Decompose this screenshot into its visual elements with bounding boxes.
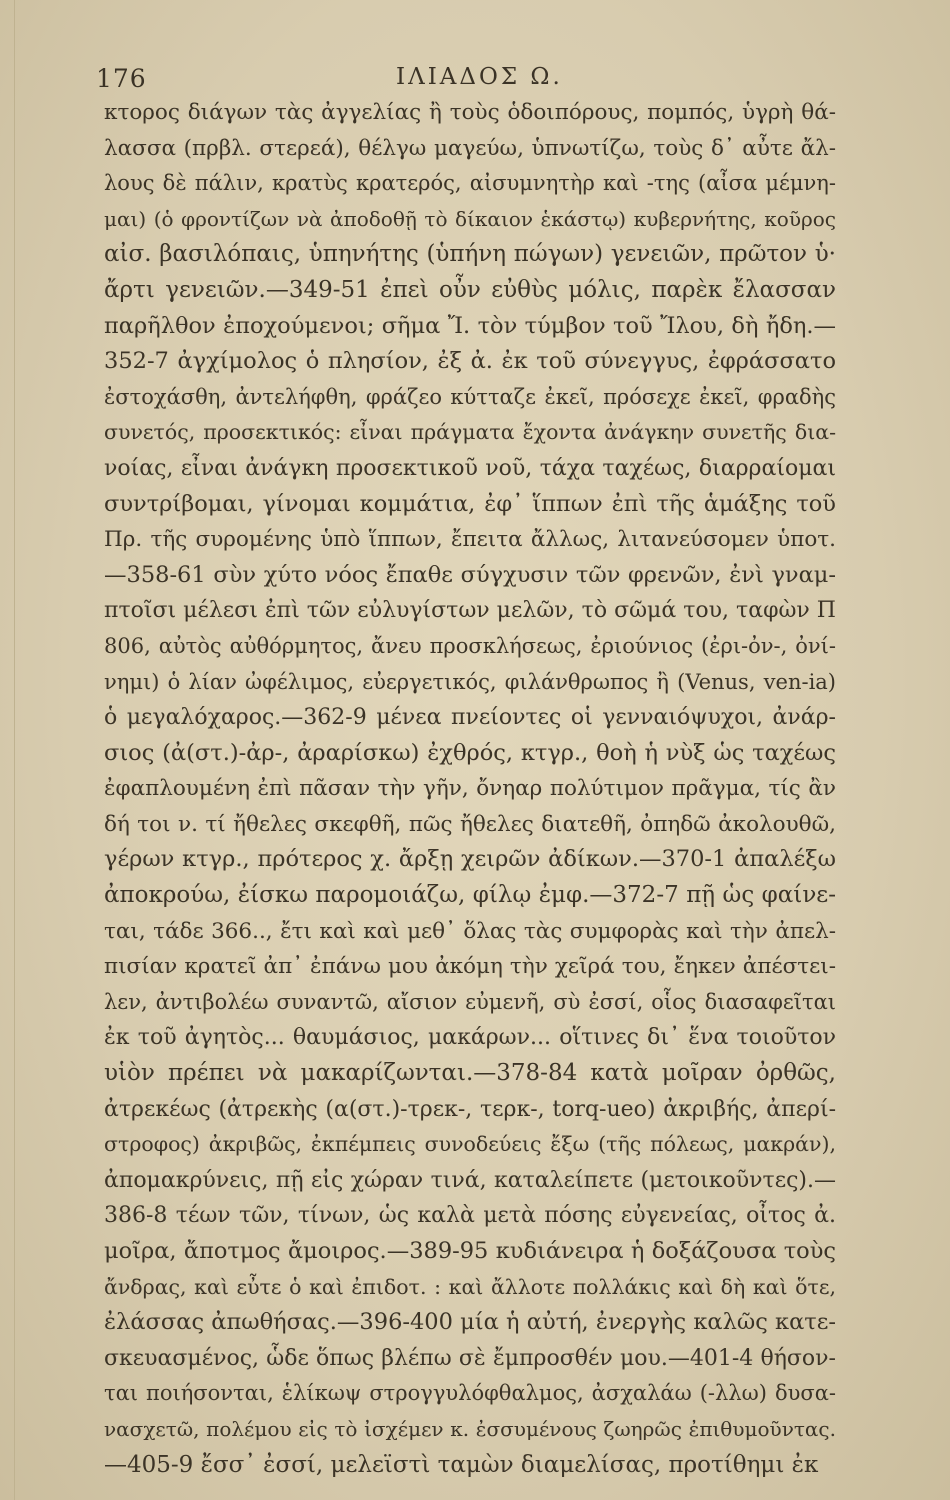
text-line: δή τοι ν. τί ἤθελες σκεφθῆ, πῶς ἤθελες διατεθῆ, ὀπηδῶ ἀκολουθῶ,: [104, 811, 836, 837]
text-line: συντρίβομαι, γίνομαι κομμάτια, ἐφ᾽ ἵππων ἐπὶ τῆς ἁμάξης τοῦ: [104, 490, 836, 517]
text-line: πισίαν κρατεῖ ἀπ᾽ ἐπάνω μου ἀκόμη τὴν χεῖρά του, ἔηκεν ἀπέστει-: [104, 954, 836, 980]
page-number: 176: [96, 64, 147, 93]
text-line: ἀπομακρύνεις, πῇ εἰς χώραν τινά, καταλείπετε (μετοικοῦντες).—: [104, 1167, 836, 1193]
text-line: ἄρτι γενειῶν.—349-51 ἐπεὶ οὖν εὐθὺς μόλις, παρὲκ ἔλασσαν: [104, 276, 836, 303]
commentary-text: [104, 95, 836, 1483]
text-line: παρῆλθον ἐποχούμενοι; σῆμα Ἴ. τὸν τύμβον τοῦ Ἴλου, δὴ ἤδη.—: [104, 312, 836, 339]
text-line: λους δὲ πάλιν, κρατὺς κρατερός, αἰσυμνητὴρ καὶ -της (αἶσα μέμνη-: [104, 171, 836, 196]
text-line: νημι) ὁ λίαν ὠφέλιμος, εὐεργετικός, φιλάνθρωπος ἢ (Venus, ven-ia): [104, 669, 836, 694]
text-line: λασσα (πρβλ. στερεά), θέλγω μαγεύω, ὑπνωτίζω, τοὺς δ᾽ αὖτε ἄλ-: [104, 135, 836, 161]
text-line: Πρ. τῆς συρομένης ὑπὸ ἵππων, ἔπειτα ἄλλως, λιτανεύσομεν ὑποτ.: [104, 527, 836, 553]
text-line: κτορος διάγων τὰς ἀγγελίας ἢ τοὺς ὁδοιπόρους, πομπός, ὑγρὴ θά-: [104, 100, 836, 125]
text-line: υἱὸν πρέπει νὰ μακαρίζωνται.—378-84 κατὰ μοῖραν ὀρθῶς,: [104, 1060, 836, 1087]
text-line: νασχετῶ, πολέμου εἰς τὸ ἰσχέμεν κ. ἐσσυμένους ζωηρῶς ἐπιθυμοῦντας.: [104, 1416, 836, 1441]
text-line: αἰσ. βασιλόπαις, ὑπηνήτης (ὑπήνη πώγων) γενειῶν, πρῶτον ὑ·: [104, 241, 836, 268]
text-line: συνετός, προσεκτικός: εἶναι πράγματα ἔχοντα ἀνάγκην συνετῆς δια-: [104, 420, 836, 445]
text-line: ἐστοχάσθη, ἀντελήφθη, φράζεο κύτταζε ἐκεῖ, πρόσεχε ἐκεῖ, φραδὴς: [104, 384, 836, 409]
text-line: ὁ μεγαλόχαρος.—362-9 μένεα πνείοντες οἱ γενναιόψυχοι, ἀνάρ-: [104, 705, 836, 731]
text-line: ται ποιήσονται, ἑλίκωψ στρογγυλόφθαλμος, ἀσχαλάω (-λλω) δυσα-: [104, 1381, 836, 1406]
text-line: ἐλάσσας ἀπωθήσας.—396-400 μία ἡ αὐτή, ἐνεργὴς καλῶς κατε-: [104, 1309, 836, 1336]
text-line: σκευασμένος, ὧδε ὅπως βλέπω σὲ ἔμπροσθέν μου.—401-4 θήσον-: [104, 1345, 836, 1371]
text-line: νοίας, εἶναι ἀνάγκη προσεκτικοῦ νοῦ, τάχα ταχέως, διαρραίομαι: [104, 455, 836, 481]
text-line: 806, αὐτὸς αὐθόρμητος, ἄνευ προσκλήσεως, ἐριούνιος (ἐρι-ὀν-, ὀνί-: [104, 633, 836, 658]
text-line: μαι) (ὁ φροντίζων νὰ ἀποδοθῇ τὸ δίκαιον ἑκάστῳ) κυβερνήτης, κοῦρος: [104, 206, 836, 231]
page-edge: [14, 0, 15, 1500]
text-line: —405-9 ἔσσ᾽ ἐσσί, μελεϊστὶ ταμὼν διαμελίσας, προτίθημι ἐκ: [104, 1451, 819, 1478]
text-line: γέρων κτγρ., πρότερος χ. ἄρξῃ χειρῶν ἀδίκων.—370-1 ἀπαλέξω: [104, 846, 836, 873]
text-line: πτοῖσι μέλεσι ἐπὶ τῶν εὐλυγίστων μελῶν, τὸ σῶμά του, ταφὼν Π: [104, 598, 836, 624]
text-line: στροφος) ἀκριβῶς, ἐκπέμπεις συνοδεύεις ἔξω (τῆς πόλεως, μακράν),: [104, 1132, 836, 1157]
running-title: ΙΛΙΑΔΟΣ Ω.: [396, 64, 563, 90]
text-line: 352-7 ἀγχίμολος ὁ πλησίον, ἐξ ἀ. ἐκ τοῦ σύνεγγυς, ἐφράσσατο: [104, 348, 836, 375]
text-line: λεν, ἀντιβολέω συναντῶ, αἴσιον εὐμενῆ, σὺ ἐσσί, οἷος διασαφεῖται: [104, 989, 836, 1014]
text-line: ἀτρεκέως (ἀτρεκὴς (α(στ.)-τρεκ-, τερκ-, torq-ueo) ἀκριβής, ἀπερί-: [104, 1096, 836, 1122]
text-line: —358-61 σὺν χύτο νόος ἔπαθε σύγχυσιν τῶν φρενῶν, ἐνὶ γναμ-: [104, 561, 836, 588]
text-line: μοῖρα, ἄποτμος ἄμοιρος.—389-95 κυδιάνειρα ἡ δοξάζουσα τοὺς: [104, 1238, 836, 1264]
text-line: ἀποκρούω, ἐίσκω παρομοιάζω, φίλῳ ἐμφ.—372-7 πῇ ὡς φαίνε-: [104, 882, 836, 909]
text-line: ται, τάδε 366.., ἔτι καὶ καὶ μεθ᾽ ὅλας τὰς συμφορὰς καὶ τὴν ἀπελ-: [104, 918, 836, 944]
text-line: ἐκ τοῦ ἀγητὸς... θαυμάσιος, μακάρων... οἵτινες δι᾽ ἕνα τοιοῦτον: [104, 1025, 836, 1051]
text-line: σιος (ἀ(στ.)-ἀρ-, ἀραρίσκω) ἐχθρός, κτγρ., θοὴ ἡ νὺξ ὡς ταχέως: [104, 739, 836, 766]
text-line: ἐφαπλουμένη ἐπὶ πᾶσαν τὴν γῆν, ὄνηαρ πολύτιμον πρᾶγμα, τίς ἂν: [104, 776, 836, 802]
text-line: ἄνδρας, καὶ εὖτε ὁ καὶ ἐπιδοτ. : καὶ ἄλλοτε πολλάκις καὶ δὴ καὶ ὅτε,: [104, 1274, 836, 1299]
page-header: [96, 60, 836, 100]
text-line: 386-8 τέων τῶν, τίνων, ὡς καλὰ μετὰ πόσης εὐγενείας, οἶτος ἀ.: [104, 1203, 836, 1229]
